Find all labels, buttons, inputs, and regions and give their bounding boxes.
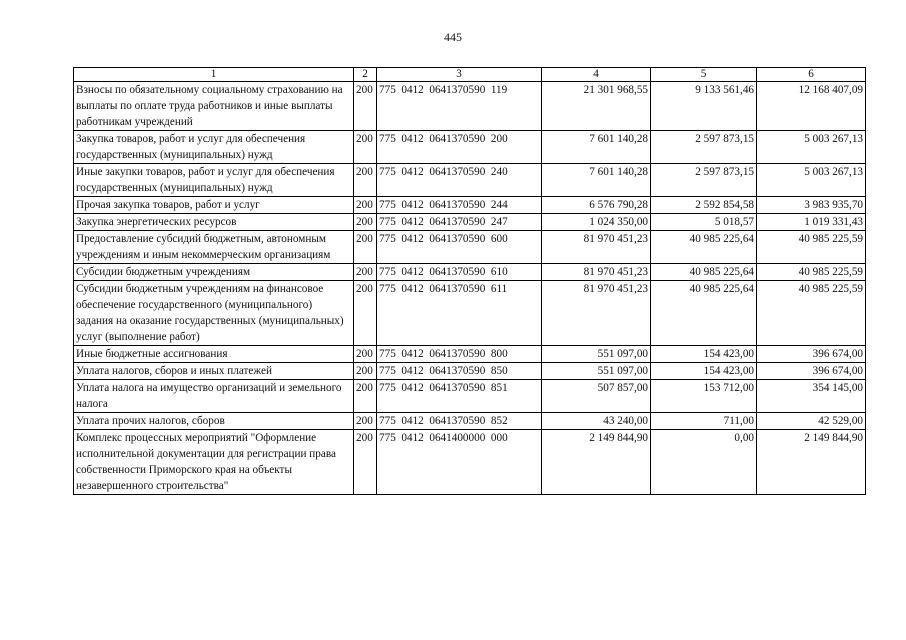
row-value-5-cell: 154 423,00 <box>651 363 757 380</box>
row-value-6-cell: 3 983 935,70 <box>757 197 866 214</box>
row-value-4-cell: 551 097,00 <box>542 363 651 380</box>
row-col2-cell: 200 <box>354 231 377 264</box>
row-name-cell: Уплата прочих налогов, сборов <box>74 413 354 430</box>
row-col2-cell: 200 <box>354 380 377 413</box>
row-code-cell: 775 0412 0641370590 244 <box>377 197 542 214</box>
row-value-6-cell: 396 674,00 <box>757 363 866 380</box>
row-col2-cell: 200 <box>354 197 377 214</box>
table-row <box>74 363 866 380</box>
row-value-6-cell: 5 003 267,13 <box>757 164 866 197</box>
row-value-6-cell: 396 674,00 <box>757 346 866 363</box>
row-value-4-cell: 7 601 140,28 <box>542 164 651 197</box>
row-value-6-cell: 1 019 331,43 <box>757 214 866 231</box>
table-row <box>74 264 866 281</box>
row-value-6-cell: 5 003 267,13 <box>757 131 866 164</box>
row-name-cell: Закупка энергетических ресурсов <box>74 214 354 231</box>
row-name-cell: Комплекс процессных мероприятий "Оформление исполнительной документации для регистрации права собственности Приморского края на объекты незавершенного строительства" <box>74 430 354 495</box>
table-row <box>74 413 866 430</box>
column-header: 1 <box>74 68 354 82</box>
table-row <box>74 197 866 214</box>
row-code-cell: 775 0412 0641370590 851 <box>377 380 542 413</box>
row-value-5-cell: 2 597 873,15 <box>651 164 757 197</box>
row-value-5-cell: 40 985 225,64 <box>651 281 757 346</box>
table-row <box>74 380 866 413</box>
row-value-5-cell: 2 597 873,15 <box>651 131 757 164</box>
row-value-6-cell: 40 985 225,59 <box>757 264 866 281</box>
row-name-cell: Взносы по обязательному социальному страхованию на выплаты по оплате труда работников и иные выплаты работникам учреждений <box>74 82 354 131</box>
page-number: 445 <box>444 30 462 44</box>
row-name-cell: Субсидии бюджетным учреждениям <box>74 264 354 281</box>
row-col2-cell: 200 <box>354 131 377 164</box>
row-code-cell: 775 0412 0641370590 247 <box>377 214 542 231</box>
row-value-6-cell: 40 985 225,59 <box>757 231 866 264</box>
row-value-4-cell: 6 576 790,28 <box>542 197 651 214</box>
row-value-4-cell: 7 601 140,28 <box>542 131 651 164</box>
row-col2-cell: 200 <box>354 281 377 346</box>
row-value-5-cell: 40 985 225,64 <box>651 231 757 264</box>
row-value-5-cell: 9 133 561,46 <box>651 82 757 131</box>
row-value-5-cell: 154 423,00 <box>651 346 757 363</box>
table-row <box>74 281 866 346</box>
row-value-4-cell: 507 857,00 <box>542 380 651 413</box>
table-row <box>74 346 866 363</box>
row-value-4-cell: 2 149 844,90 <box>542 430 651 495</box>
row-name-cell: Предоставление субсидий бюджетным, автономным учреждениям и иным некоммерческим организациям <box>74 231 354 264</box>
row-code-cell: 775 0412 0641370590 119 <box>377 82 542 131</box>
table-header-row <box>74 68 866 82</box>
table-row <box>74 131 866 164</box>
table-row <box>74 231 866 264</box>
row-col2-cell: 200 <box>354 164 377 197</box>
row-code-cell: 775 0412 0641370590 600 <box>377 231 542 264</box>
row-name-cell: Прочая закупка товаров, работ и услуг <box>74 197 354 214</box>
row-name-cell: Уплата налога на имущество организаций и земельного налога <box>74 380 354 413</box>
row-value-4-cell: 551 097,00 <box>542 346 651 363</box>
row-value-5-cell: 711,00 <box>651 413 757 430</box>
table-row <box>74 430 866 495</box>
row-col2-cell: 200 <box>354 346 377 363</box>
row-value-6-cell: 354 145,00 <box>757 380 866 413</box>
column-header: 6 <box>757 68 866 82</box>
row-value-4-cell: 81 970 451,23 <box>542 281 651 346</box>
row-code-cell: 775 0412 0641370590 200 <box>377 131 542 164</box>
row-value-4-cell: 1 024 350,00 <box>542 214 651 231</box>
row-value-6-cell: 12 168 407,09 <box>757 82 866 131</box>
row-value-6-cell: 40 985 225,59 <box>757 281 866 346</box>
row-value-4-cell: 81 970 451,23 <box>542 264 651 281</box>
row-value-4-cell: 81 970 451,23 <box>542 231 651 264</box>
row-code-cell: 775 0412 0641370590 611 <box>377 281 542 346</box>
column-header: 3 <box>377 68 542 82</box>
row-code-cell: 775 0412 0641370590 610 <box>377 264 542 281</box>
row-value-5-cell: 0,00 <box>651 430 757 495</box>
row-col2-cell: 200 <box>354 413 377 430</box>
row-value-5-cell: 40 985 225,64 <box>651 264 757 281</box>
row-code-cell: 775 0412 0641370590 850 <box>377 363 542 380</box>
column-header: 2 <box>354 68 377 82</box>
row-col2-cell: 200 <box>354 82 377 131</box>
row-value-6-cell: 42 529,00 <box>757 413 866 430</box>
row-code-cell: 775 0412 0641370590 852 <box>377 413 542 430</box>
table-row <box>74 82 866 131</box>
row-value-5-cell: 5 018,57 <box>651 214 757 231</box>
row-value-5-cell: 2 592 854,58 <box>651 197 757 214</box>
row-value-5-cell: 153 712,00 <box>651 380 757 413</box>
row-col2-cell: 200 <box>354 430 377 495</box>
column-header: 5 <box>651 68 757 82</box>
table-row <box>74 164 866 197</box>
table-row <box>74 214 866 231</box>
row-value-4-cell: 43 240,00 <box>542 413 651 430</box>
row-col2-cell: 200 <box>354 363 377 380</box>
row-code-cell: 775 0412 0641370590 240 <box>377 164 542 197</box>
row-value-6-cell: 2 149 844,90 <box>757 430 866 495</box>
row-col2-cell: 200 <box>354 264 377 281</box>
budget-table <box>73 67 866 495</box>
row-name-cell: Субсидии бюджетным учреждениям на финансовое обеспечение государственного (муниципального) задания на оказание государственных (муниципальных) услуг (выполнение работ) <box>74 281 354 346</box>
row-value-4-cell: 21 301 968,55 <box>542 82 651 131</box>
row-col2-cell: 200 <box>354 214 377 231</box>
row-code-cell: 775 0412 0641370590 800 <box>377 346 542 363</box>
row-name-cell: Иные бюджетные ассигнования <box>74 346 354 363</box>
column-header: 4 <box>542 68 651 82</box>
row-code-cell: 775 0412 0641400000 000 <box>377 430 542 495</box>
row-name-cell: Уплата налогов, сборов и иных платежей <box>74 363 354 380</box>
row-name-cell: Иные закупки товаров, работ и услуг для обеспечения государственных (муниципальных) нужд <box>74 164 354 197</box>
row-name-cell: Закупка товаров, работ и услуг для обеспечения государственных (муниципальных) нужд <box>74 131 354 164</box>
